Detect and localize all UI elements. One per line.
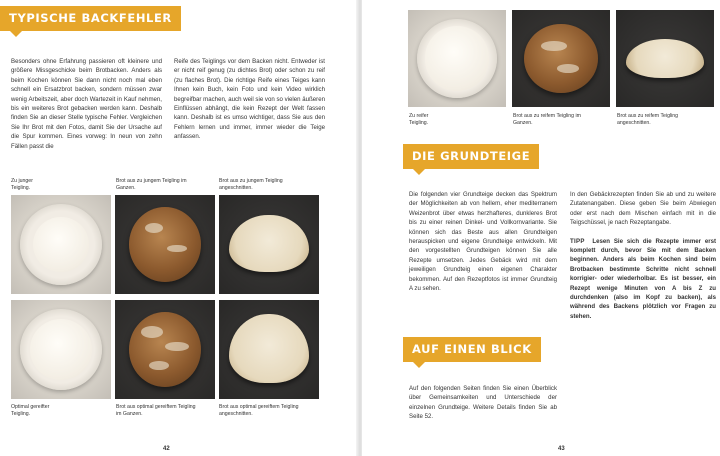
zutaten-paragraph: In den Gebäckrezepten finden Sie ab und zu weitere Zutatenangaben. Diese geben Sie beim Abwiegen oder erst nach dem Mischen einfach mit in die Teigschüssel, je nach Rezeptangabe. bbox=[570, 191, 716, 227]
caption-overripe-slice: Brot aus zu reifem Teigling angeschnitten. bbox=[617, 113, 679, 126]
intro-column-2: Reife des Teiglings vor dem Backen nicht. Entweder ist er nicht reif genug (zu dichtes Brot) oder schon zu reif (zu flaches Brot). Die richtige Reife eines Teiges kann Ihnen kein Buch, kein Foto und kein Video wirklich begreifbar machen, auch weil sie von so vielen äußeren Einflüssen abhängt, die kein Rezept der Welt fassen kann. Deshalb ist es umso wichtiger, dass Sie aus den Fehlern lernen und immer, immer wieder die Teige anfassen. bbox=[174, 58, 325, 141]
caption-optimal-loaf: Brot aus optimal gereiftem Teigling im Ganzen. bbox=[116, 404, 196, 417]
photo-optimal-slice bbox=[219, 300, 319, 399]
caption-overripe-loaf: Brot aus zu reifem Teigling im Ganzen. bbox=[513, 113, 581, 126]
photo-optimal-loaf bbox=[115, 300, 215, 399]
page-number-left: 42 bbox=[163, 446, 170, 452]
photo-overripe-dough bbox=[408, 10, 506, 107]
intro-column-1: Besonders ohne Erfahrung passieren oft kleinere und größere Missgeschicke beim Brotbacken. Anders als beim Kochen können Sie dann nicht noch mal eben schnell ein Ersatzbrot backen, sondern müssen zwar wenig Arbeitszeit, aber doch Wartezeit in Kauf nehmen, bis ein weiteres Brot gebacken werden kann. Deshalb finden Sie an dieser Stelle typische Fehler. Vergleichen Sie Ihr Brot mit den Fotos, damit Sie der Ursache auf die Spur kommen. Eines vorweg: In neun von zehn Fällen passt die bbox=[11, 58, 162, 150]
photo-overripe-loaf bbox=[512, 10, 610, 107]
banner-pointer bbox=[10, 31, 22, 37]
tipp-paragraph bbox=[570, 237, 716, 322]
banner-typische-backfehler bbox=[0, 6, 181, 31]
caption-young-slice: Brot aus zu jungem Teigling angeschnitten. bbox=[219, 178, 283, 191]
banner-die-grundteige bbox=[403, 144, 539, 169]
tipp-label: TIPP bbox=[570, 237, 585, 245]
photo-young-loaf bbox=[115, 195, 215, 294]
grundteige-column-2 bbox=[570, 190, 716, 321]
right-page bbox=[362, 0, 720, 456]
caption-young-dough: Zu junger Teigling. bbox=[11, 178, 33, 191]
banner-pointer bbox=[413, 169, 425, 175]
banner-pointer bbox=[413, 362, 425, 368]
page-number-right: 43 bbox=[558, 446, 565, 452]
left-page bbox=[0, 0, 358, 456]
photo-young-slice bbox=[219, 195, 319, 294]
tipp-text: Lesen Sie sich die Rezepte immer erst komplett durch, bevor Sie mit dem Backen beginnen. Anders als beim Kochen sind beim Brotbacken bestimmte Schritte nicht schnell korrigier- oder wiederholbar. Es ist besser, ein Rezept wenige Minuten von A bis Z zu durchdenken (also im Kopf zu backen), als während des Backens plötzlich vor Fragen zu stehen. bbox=[570, 237, 717, 320]
caption-overripe-dough: Zu reifer Teigling. bbox=[409, 113, 429, 126]
banner-label: TYPISCHE BACKFEHLER bbox=[9, 11, 172, 25]
photo-overripe-slice bbox=[616, 10, 714, 107]
photo-optimal-dough bbox=[11, 300, 111, 399]
grundteige-column-1: Die folgenden vier Grundteige decken das Spektrum der Möglichkeiten ab von hellem, eher mediterranem Weizenbrot über etwas herzhafteres, dunkleres Brot bis zu einer reinen Dinkel- und Vollkornvariante. Sie können sich das Beste aus allen Grundteigen herauspicken und eigene Grundteige entwickeln. Mit den vorgestellten Grundteigen können Sie alle Rezepte umsetzen. Jedes Gebäck wird mit dem jeweiligen Grundteig einen eigenen Charakter bekommen. Auf den Rezeptfotos ist immer Grundteig A zu sehen. bbox=[409, 191, 557, 293]
photo-young-dough bbox=[11, 195, 111, 294]
banner-label: AUF EINEN BLICK bbox=[412, 342, 532, 356]
caption-optimal-slice: Brot aus optimal gereiftem Teigling angeschnitten. bbox=[219, 404, 299, 417]
banner-auf-einen-blick bbox=[403, 337, 541, 362]
caption-optimal-dough: Optimal gereifter Teigling. bbox=[11, 404, 50, 417]
banner-label: DIE GRUNDTEIGE bbox=[412, 149, 531, 163]
blick-paragraph: Auf den folgenden Seiten finden Sie einen Überblick über Gemeinsamkeiten und Unterschiede der einzelnen Grundteige. Weitere Details finden Sie ab Seite 52. bbox=[409, 385, 557, 421]
caption-young-loaf: Brot aus zu jungem Teigling im Ganzen. bbox=[116, 178, 187, 191]
